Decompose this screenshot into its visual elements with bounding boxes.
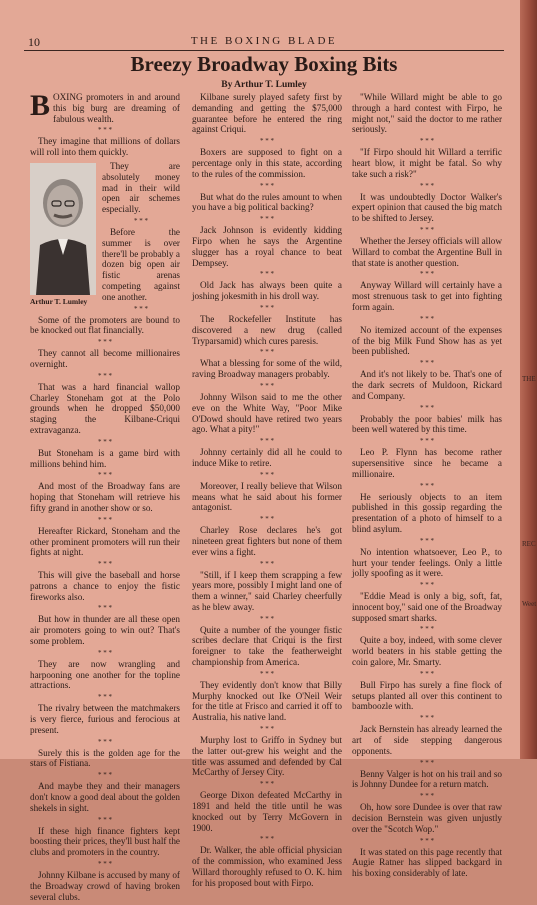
- separator: * * *: [260, 725, 274, 734]
- separator: * * *: [420, 403, 434, 412]
- drop-cap: B: [30, 89, 51, 122]
- paragraph: And maybe they and their managers don't know a good deal about the golden shekels in sight.: [30, 781, 180, 813]
- intro-paragraph: [30, 89, 180, 124]
- spine-text: THE: [522, 375, 536, 383]
- paragraph: Charley Rose declares he's got nineteen great fighters but none of them ever wins a fight.: [192, 525, 342, 557]
- separator: * * *: [260, 270, 274, 279]
- paragraph: Quite a boy, indeed, with some clever world beaters in his stable getting the coin galore, Mr. Smarty.: [352, 635, 502, 668]
- paragraph: Jack Johnson is evidently kidding Firpo when he says the Argentine slugger has a royal chance to beat Dempsey.: [192, 225, 342, 268]
- paragraph: They are absolutely money mad in their wild open air schemes especially.: [102, 160, 180, 215]
- separator: * * *: [420, 437, 434, 446]
- paragraph: They cannot all become millionaires overnight.: [30, 348, 180, 369]
- separator: * * *: [420, 714, 434, 723]
- separator: * * *: [98, 515, 112, 524]
- paragraph: What a blessing for some of the wild, raving Broadway managers probably.: [192, 358, 342, 380]
- separator: * * *: [98, 338, 112, 347]
- paragraph: Quite a number of the younger fistic scribes declare that Criqui is the first foreigner to take the featherweight championship from America.: [192, 624, 342, 668]
- separator: * * *: [260, 780, 274, 789]
- separator: * * *: [98, 771, 112, 780]
- paragraph: Probably the poor babies' milk has been well watered by this time.: [352, 413, 502, 435]
- paragraph: Johnny Kilbane is accused by many of the Broadway crowd of having broken several clubs.: [30, 870, 180, 902]
- paragraph: Anyway Willard will certainly have a most strenuous task to get into fighting form again.: [352, 280, 502, 312]
- paragraph: Johnny certainly did all he could to induce Mike to retire.: [192, 447, 342, 468]
- separator: * * *: [260, 559, 274, 568]
- paragraph: George Dixon defeated McCarthy in 1891 and held the title until he was knocked out by Terry McGovern in 1900.: [192, 790, 342, 833]
- separator: * * *: [260, 215, 274, 224]
- article-column-1: [30, 89, 180, 905]
- separator: * * *: [98, 815, 112, 824]
- paragraph: They imagine that millions of dollars will roll into them quickly.: [30, 136, 180, 158]
- paragraph: But what do the rules amount to when you have a big political backing?: [192, 191, 342, 213]
- paragraph: Surely this is the golden age for the stars of Fistiana.: [30, 747, 180, 769]
- paragraph: "Eddie Mead is only a big, soft, fat, innocent boy," said one of the Broadway supposed smart sharks.: [352, 591, 502, 623]
- separator: * * *: [260, 348, 274, 357]
- separator: * * *: [98, 604, 112, 613]
- author-portrait: [30, 163, 96, 308]
- paragraph: And it's not likely to be. That's one of the dark secrets of Muldoon, Rickard and Company.: [352, 369, 502, 401]
- paragraph: They are now wrangling and harpooning one another for the topline attractions.: [30, 658, 180, 691]
- paragraph: Boxers are supposed to fight on a percentage only in this state, according to the rules of the commission.: [192, 147, 342, 179]
- separator: * * *: [260, 835, 274, 844]
- separator: * * *: [98, 693, 112, 702]
- paragraph: Dr. Walker, the able official physician of the commission, who examined Jess Willard thoroughly refused to O. K. him for his proposed bout with Firpo.: [192, 845, 342, 888]
- separator: * * *: [420, 181, 434, 190]
- separator: * * *: [260, 515, 274, 524]
- paragraph: "Still, if I keep them scrapping a few years more, possibly I might land one of them a winner," said Charley cheerfully as he blew away.: [192, 569, 342, 612]
- separator: * * *: [260, 381, 274, 390]
- spine-text: REC: [522, 540, 536, 548]
- separator: * * *: [98, 860, 112, 869]
- separator: * * *: [420, 314, 434, 323]
- paragraph: Murphy lost to Griffo in Sydney but the latter out-grew his weight and the title was assumed and defended by Cal McCarthy of Jersey City.: [192, 735, 342, 778]
- paragraph: That was a hard financial wallop Charley Stoneham got at the Polo grounds when he dropped $50,000 staging the Kilbane-Criqui extravaganza.: [30, 381, 180, 435]
- paragraph: No intention whatsoever, Leo P., to hurt your tender feelings. Only a little jolly spoofing as it were.: [352, 546, 502, 579]
- magazine-title: THE BOXING BLADE: [190, 35, 338, 47]
- paragraph: Kilbane surely played safety first by demanding and getting the $75,000 guarantee before he entered the ring against Criqui.: [192, 92, 342, 135]
- separator: * * *: [420, 137, 434, 146]
- separator: * * *: [420, 625, 434, 634]
- page-header: [24, 35, 504, 49]
- separator: * * *: [98, 471, 112, 480]
- separator: * * *: [260, 614, 274, 623]
- paragraph: This will give the baseball and horse patrons a chance to enjoy the fistic fireworks also.: [30, 570, 180, 602]
- paragraph: But how in thunder are all these open air promoters going to win out? That's some problem.: [30, 614, 180, 647]
- separator: * * *: [420, 792, 434, 801]
- paragraph: If these high finance fighters kept boosting their prices, they'll bust half the clubs and promoters in the country.: [30, 825, 180, 858]
- paragraph: Bull Firpo has surely a fine flock of setups planted all over this continent to bamboozle with.: [352, 679, 502, 712]
- portrait-photo-icon: [30, 163, 96, 295]
- separator: * * *: [420, 758, 434, 767]
- separator: * * *: [260, 303, 274, 312]
- paragraph: It was undoubtedly Doctor Walker's expert opinion that caused the big match to be shifted to Jersey.: [352, 191, 502, 224]
- paragraph: Some of the promoters are bound to be knocked out flat financially.: [30, 314, 180, 336]
- article-byline: By Arthur T. Lumley: [221, 80, 307, 90]
- separator: * * *: [420, 536, 434, 545]
- separator: * * *: [98, 737, 112, 746]
- separator: * * *: [98, 126, 112, 135]
- paragraph: Hereafter Rickard, Stoneham and the other prominent promoters will run their fights at night.: [30, 525, 180, 558]
- separator: * * *: [98, 371, 112, 380]
- separator: * * *: [98, 437, 112, 446]
- paragraph: Leo P. Flynn has become rather supersensitive since he became a millionaire.: [352, 447, 502, 479]
- separator: * * *: [260, 669, 274, 678]
- paragraph: "If Firpo should hit Willard a terrific heart blow, it might be fatal. So why take such a risk?": [352, 147, 502, 179]
- separator: * * *: [420, 581, 434, 590]
- article-column-3: [352, 92, 502, 882]
- paragraph: The Rockefeller Institute has discovered a new drug (called Tryparsamid) which cures paresis.: [192, 313, 342, 346]
- paragraph: The rivalry between the matchmakers is very fierce, furious and ferocious at present.: [30, 703, 180, 735]
- spine-text: Weet: [522, 600, 537, 608]
- separator: * * *: [134, 304, 148, 313]
- paragraph: Moreover, I really believe that Wilson means what he said about his former antagonist.: [192, 480, 342, 513]
- paragraph: No itemized account of the expenses of the big Milk Fund Show has as yet been published.: [352, 324, 502, 357]
- paragraph: Jack Bernstein has already learned the art of side stepping dangerous opponents.: [352, 724, 502, 756]
- separator: * * *: [420, 225, 434, 234]
- separator: * * *: [420, 481, 434, 490]
- article-title: Breezy Broadway Boxing Bits: [130, 52, 398, 76]
- separator: * * *: [420, 836, 434, 845]
- article-column-2: [192, 92, 342, 892]
- separator: * * *: [134, 216, 148, 225]
- paragraph: But Stoneham is a game bird with millions behind him.: [30, 447, 180, 469]
- separator: * * *: [260, 137, 274, 146]
- header-rule: [24, 50, 504, 51]
- separator: * * *: [260, 470, 274, 479]
- separator: * * *: [420, 270, 434, 279]
- paragraph: "While Willard might be able to go through a hard contest with Firpo, he might not," said the doctor to me rather seriously.: [352, 92, 502, 135]
- separator: * * *: [260, 437, 274, 446]
- separator: * * *: [420, 669, 434, 678]
- separator: * * *: [98, 560, 112, 569]
- paragraph: They evidently don't know that Billy Murphy knocked out Ike O'Neil Weir for the title at Frisco and carried it off to Australia, his native land.: [192, 679, 342, 723]
- paragraph: Benny Valger is hot on his trail and so is Johnny Dundee for a return match.: [352, 768, 502, 790]
- paragraph: Oh, how sore Dundee is over that raw decision Bernstein was given unjustly over the "Scotch Wop.": [352, 802, 502, 834]
- paragraph: He seriously objects to an item published in this gossip regarding the presentation of a photo of himself to a blind asylum.: [352, 491, 502, 534]
- separator: * * *: [260, 181, 274, 190]
- page-number: 10: [28, 35, 40, 49]
- separator: * * *: [98, 648, 112, 657]
- paragraph: Before the summer is over there'll be probably a dozen big open air fistic arenas competing against one another.: [102, 226, 180, 302]
- intro-text: OXING promoters in and around this big burg are dreaming of fabulous wealth.: [53, 92, 180, 124]
- separator: * * *: [420, 359, 434, 368]
- paragraph: Old Jack has always been quite a joshing jokesmith in his droll way.: [192, 280, 342, 302]
- photo-caption: Arthur T. Lumley: [30, 296, 88, 306]
- paragraph: And most of the Broadway fans are hoping that Stoneham will retrieve his fifty grand in another show or so.: [30, 481, 180, 513]
- paragraph: Whether the Jersey officials will allow Willard to combat the Argentine Bull in that state is another question.: [352, 235, 502, 268]
- paragraph: It was stated on this page recently that Augie Ratner has slipped backgard in his boxing considerably of late.: [352, 846, 502, 879]
- paragraph: Johnny Wilson said to me the other eve on the White Way, "Poor Mike O'Dowd should have retired two years ago. What a pity!": [192, 391, 342, 435]
